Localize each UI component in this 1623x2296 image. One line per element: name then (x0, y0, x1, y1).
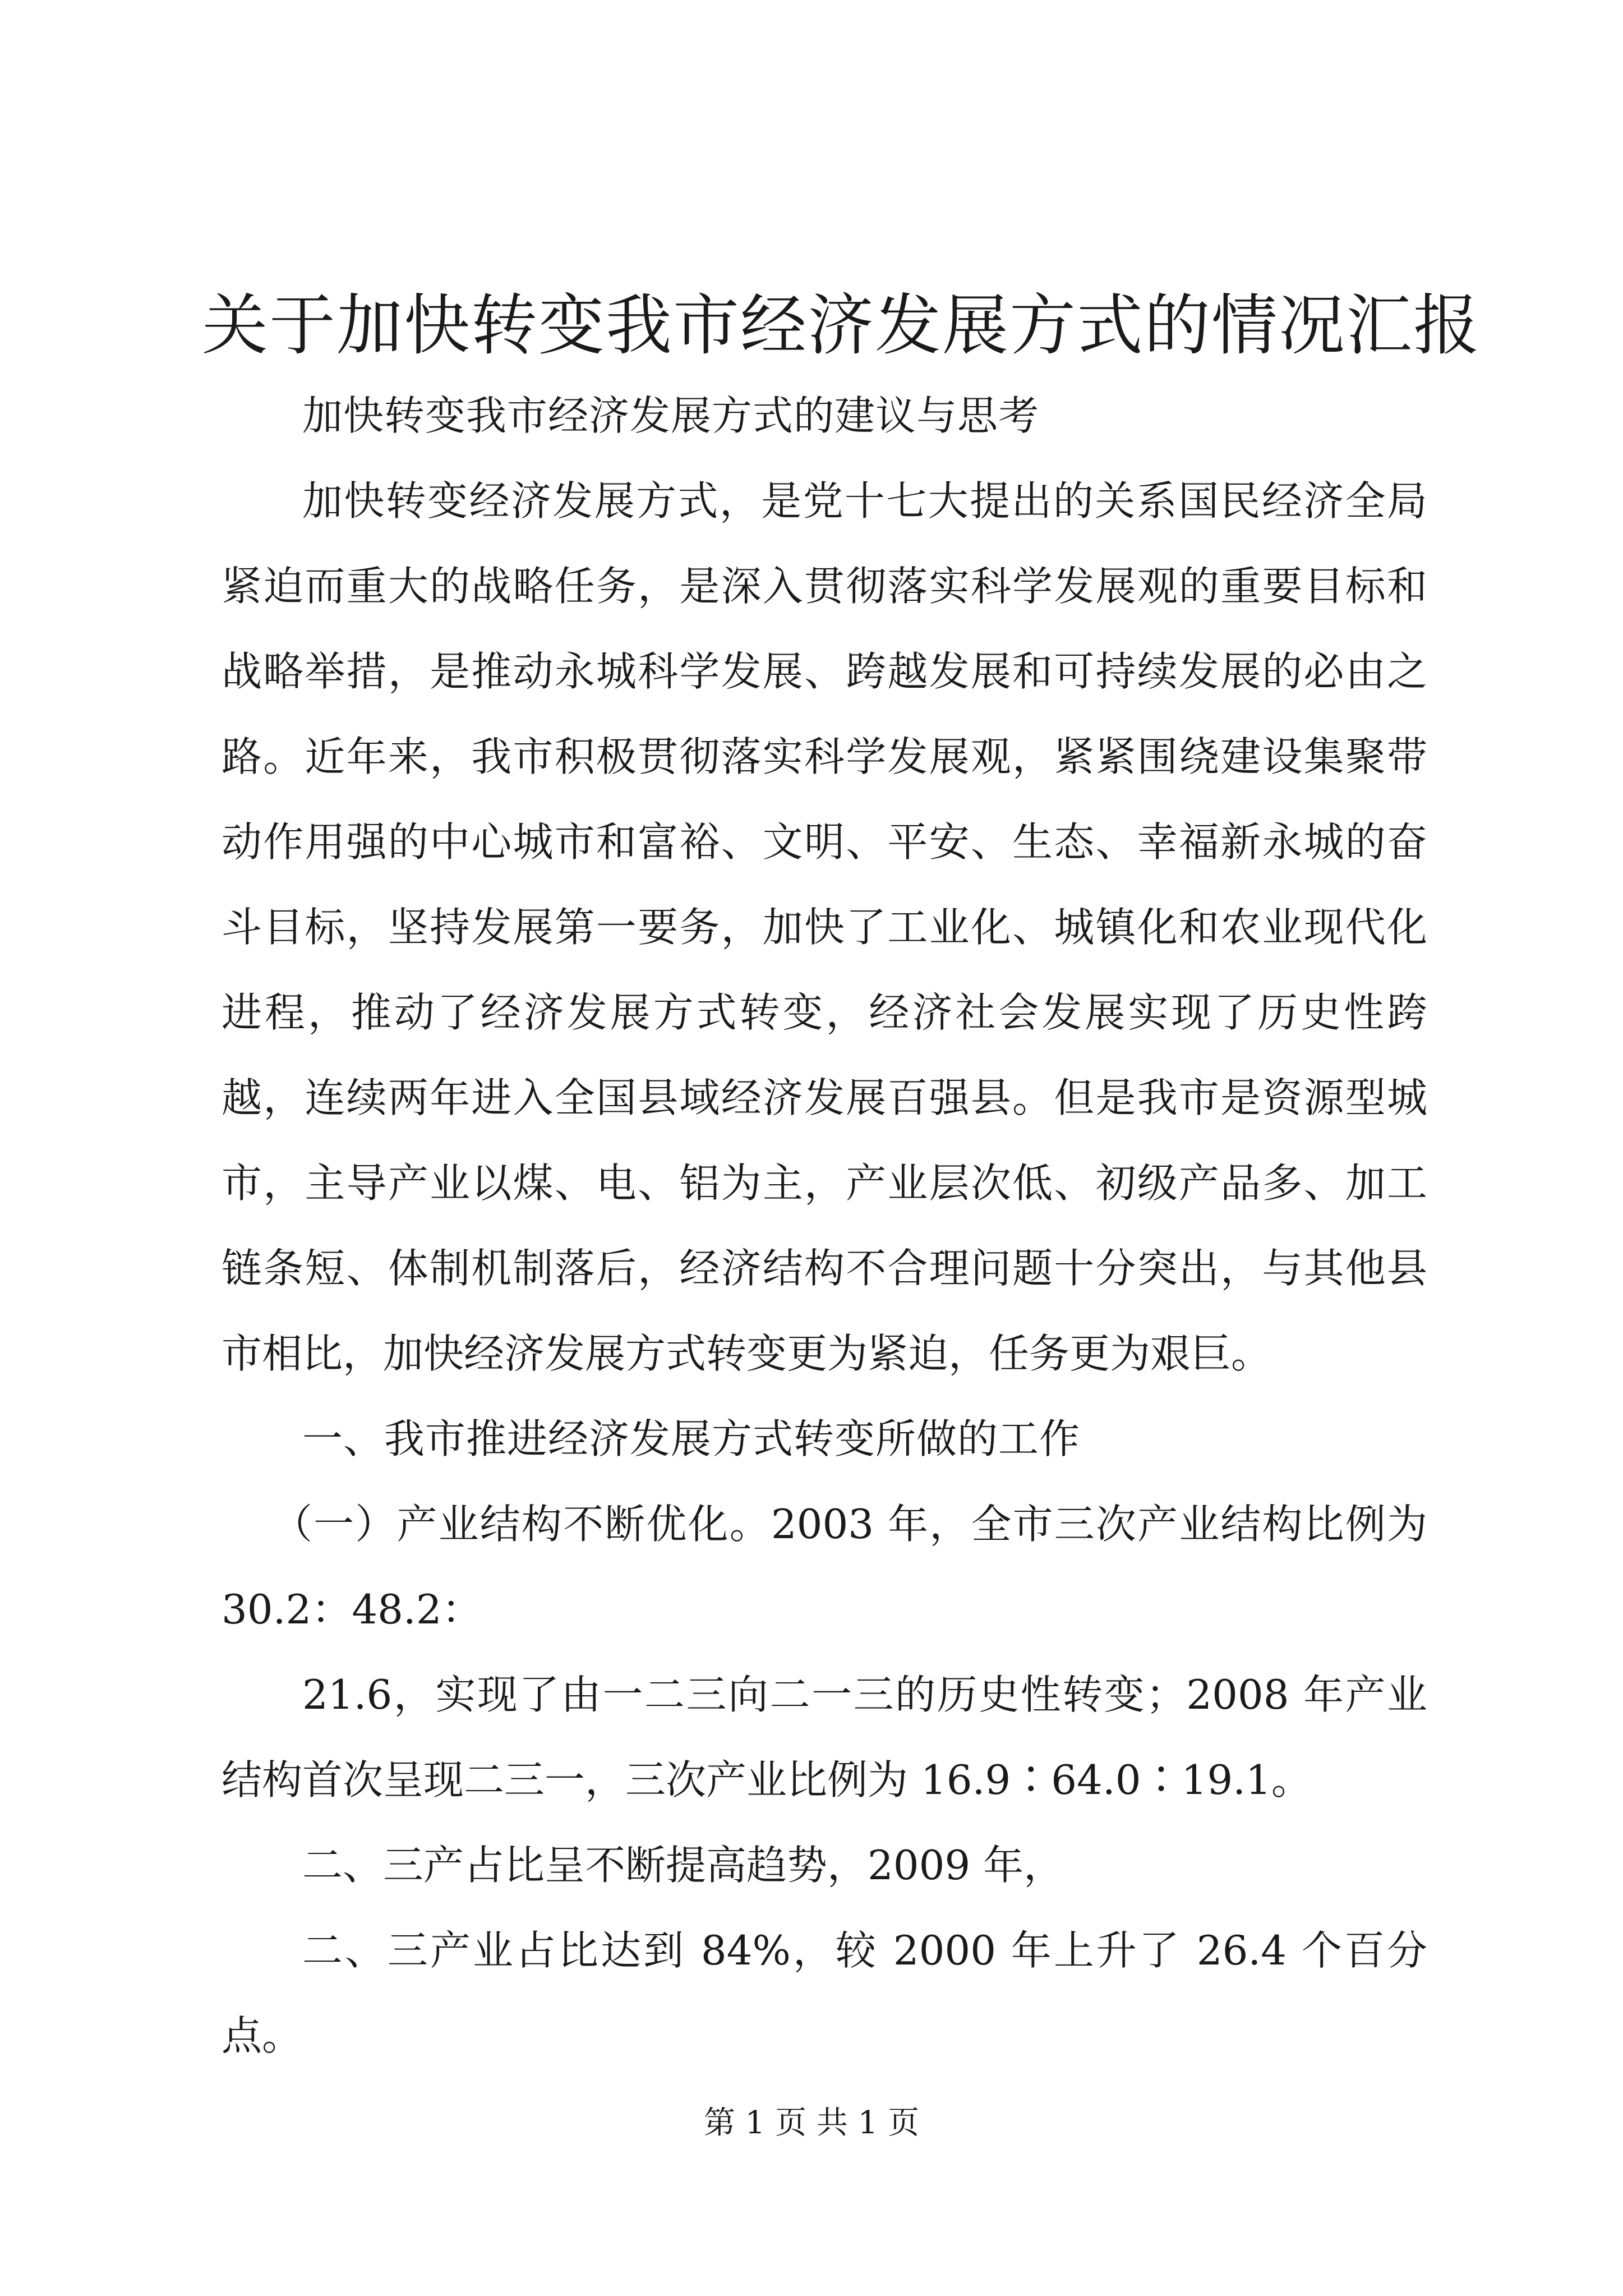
document-subtitle: 加快转变我市经济发展方式的建议与思考 (302, 392, 1040, 439)
document-body (222, 373, 1427, 2078)
page-footer: 第 1 页 共 1 页 (703, 2105, 920, 2141)
paragraph-secondary-tertiary-share: 二、三产业占比达到 84%，较 2000 年上升了 26.4 个百分点。 (222, 1927, 1427, 2059)
intro-paragraph: 加快转变经济发展方式，是党十七大提出的关系国民经济全局紧迫而重大的战略任务，是深入贯彻落实科学发展观的重要目标和战略举措，是推动永城科学发展、跨越发展和可持续发展的必由之路。近年来，我市积极贯彻落实科学发展观，紧紧围绕建设集聚带动作用强的中心城市和富裕、文明、平安、生态、幸福新永城的奋斗目标，坚持发展第一要务，加快了工业化、城镇化和农业现代化进程，推动了经济发展方式转变，经济社会发展实现了历史性跨越，连续两年进入全国县域经济发展百强县。但是我市是资源型城市，主导产业以煤、电、铝为主，产业层次低、初级产品多、加工链条短、体制机制落后，经济结构不合理问题十分突出，与其他县市相比，加快经济发展方式转变更为紧迫，任务更为艰巨。 (222, 477, 1427, 1377)
paragraph-secondary-tertiary-trend: 二、三产占比呈不断提高趋势，2009 年， (302, 1842, 1064, 1889)
paragraph-structure-continued: 21.6，实现了由一二三向二一三的历史性转变；2008 年产业结构首次呈现二三一，三次产业比例为 16.9∶64.0∶19.1。 (222, 1671, 1427, 1803)
paragraph-industry-structure: （一）产业结构不断优化。2003 年，全市三次产业结构比例为 30.2：48.2： (222, 1501, 1427, 1633)
section-heading: 一、我市推进经济发展方式转变所做的工作 (302, 1415, 1081, 1462)
document-title: 关于加快转变我市经济发展方式的情况汇报 (202, 287, 1481, 364)
